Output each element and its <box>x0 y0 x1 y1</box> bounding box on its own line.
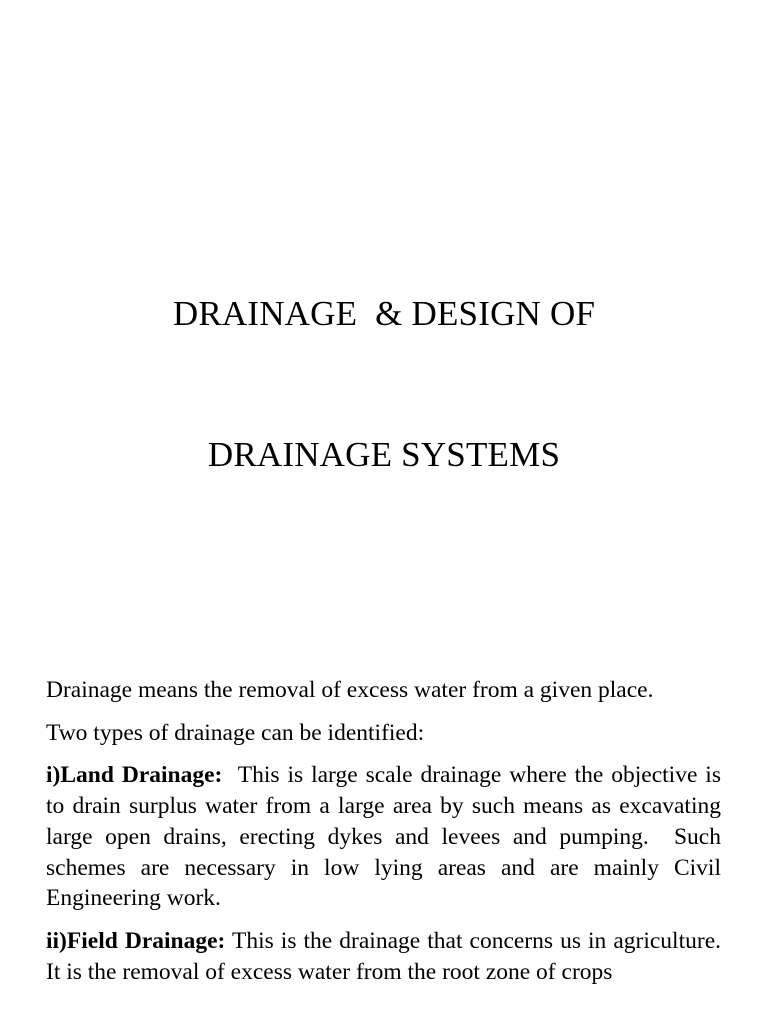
field-drainage-paragraph <box>46 926 733 987</box>
intro-paragraph: Drainage means the removal of excess water from a given place. <box>46 677 654 703</box>
land-drainage-text: This is large scale drainage where the objective is to drain surplus water from a large area by such means as excavating large open drains, erecting dykes and levees and pumping. Such schemes are necessary in low lying areas and are mainly Civil Engineering work. <box>46 762 727 912</box>
field-drainage-text: This is the drainage that concerns us in agriculture. It is the removal of excess water from the root zone of crops <box>46 927 733 985</box>
page-title <box>0 196 768 572</box>
title-line-2: DRAINAGE SYSTEMS <box>207 435 561 474</box>
land-drainage-paragraph <box>46 760 727 914</box>
types-intro-paragraph: Two types of drainage can be identified: <box>46 719 425 746</box>
body-text <box>46 675 733 999</box>
field-drainage-heading: ii)Field Drainage: <box>46 927 226 954</box>
title-line-1: DRAINAGE & DESIGN OF <box>172 294 596 333</box>
land-drainage-heading: i)Land Drainage: <box>46 762 223 789</box>
